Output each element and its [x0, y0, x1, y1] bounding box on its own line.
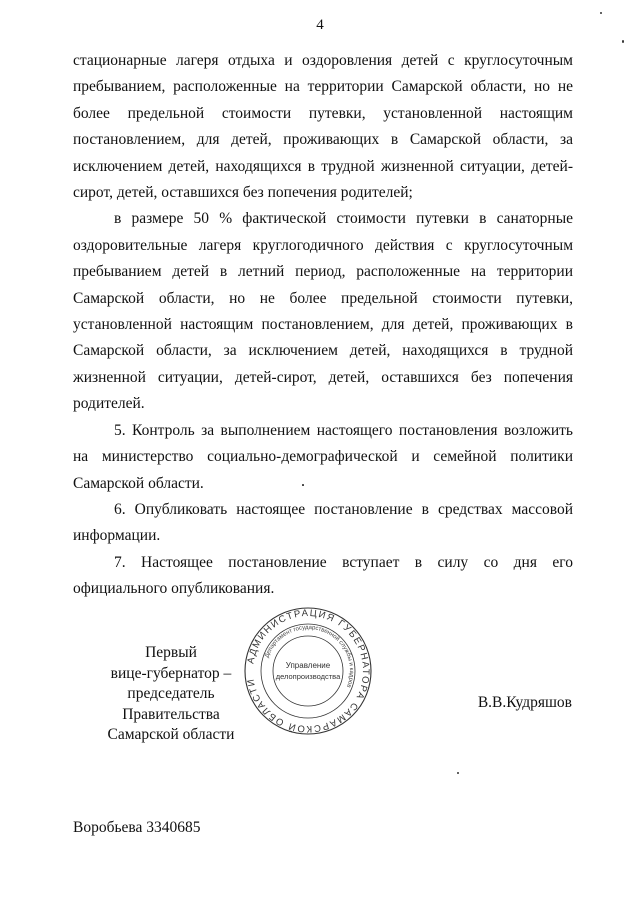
paragraph-3: 5. Контроль за выполнением настоящего постановления возложить на министерство социально-демографической и семейной политики Самарской области.: [73, 421, 573, 492]
paragraph-2: в размере 50 % фактической стоимости путевки в санаторные оздоровительные лагеря круглогодичного действия с круглосуточным пребыванием детей в летний период, расположенные на территории Самарской области, но не более предельной стоимости путевки, установленной настоящим постановлением, для детей, проживающих в Самарской области, за исключением детей, находящихся в трудной жизненной ситуации, детей-сирот, детей, оставшихся без попечения родителей.: [73, 210, 573, 413]
page-number: 4: [316, 17, 324, 33]
stamp-inner-text: Департамент государственной службы и кадров: [264, 624, 355, 689]
scan-speck: [600, 12, 602, 14]
scan-speck: [457, 772, 459, 774]
signatory-title-line: Первый: [145, 644, 197, 661]
stamp-outer-text: АДМИНИСТРАЦИЯ ГУБЕРНАТОРА САМАРСКОЙ ОБЛАСТИ: [245, 607, 372, 735]
paragraph-4: 6. Опубликовать настоящее постановление в средствах массовой информации.: [73, 500, 573, 545]
signatory-title-line: вице-губернатор –: [110, 664, 232, 682]
paragraph-1: стационарные лагеря отдыха и оздоровления детей с круглосуточным пребыванием, расположенные на территории Самарской области, но не более предельной стоимости путевки, установленной настоящим постановлением, для детей, проживающих в Самарской области, за исключением детей, находящихся в трудной жизненной ситуации, детей-сирот, детей, оставшихся без попечения родителей;: [73, 52, 573, 202]
paragraph-5: 7. Настоящее постановление вступает в силу со дня его официального опубликования.: [73, 553, 573, 598]
scan-speck: [622, 40, 624, 43]
signatory-title-line: председатель Правительства: [122, 685, 220, 723]
executor-contact: Воробьева 3340685: [73, 819, 201, 836]
stamp-center-line-1: Управление: [285, 661, 331, 670]
signatory-title-line: Самарской области: [107, 726, 235, 743]
scan-speck: [302, 484, 304, 486]
stamp-center-line-2: делопроизводства: [275, 672, 341, 681]
signatory-name: В.В.Кудряшов: [477, 694, 572, 711]
document-body: [73, 48, 573, 603]
signatory-position: [86, 643, 256, 746]
official-stamp: [243, 606, 373, 736]
